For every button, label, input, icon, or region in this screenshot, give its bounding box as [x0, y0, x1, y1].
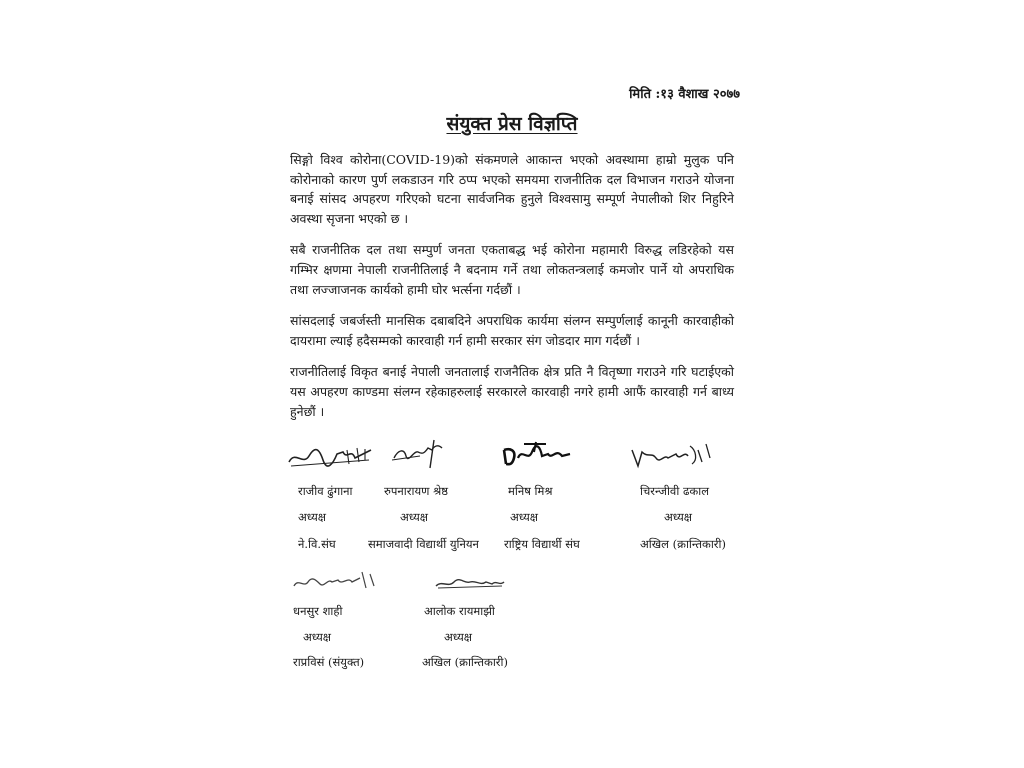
signatory-name: चिरन्जीवी ढकाल	[640, 484, 710, 498]
signatory-role: अध्यक्ष	[664, 510, 693, 524]
signature-3-icon	[500, 438, 572, 470]
signatory-org: अखिल (क्रान्तिकारी)	[640, 537, 726, 551]
signature-5-icon	[290, 568, 380, 594]
signatory-name: राजीव ढुंगाना	[298, 484, 353, 498]
signatory-name: धनसुर शाही	[293, 604, 343, 618]
signatory-name: आलोक रायमाझी	[424, 604, 495, 618]
signatory-org: राष्ट्रिय विद्यार्थी संघ	[504, 537, 580, 551]
document-body	[290, 150, 734, 433]
signatory-org: राप्रविसं (संयुक्त)	[293, 655, 365, 669]
date-line: मिति :१३ वैशाख २०७७	[629, 87, 740, 102]
signatory-role: अध्यक्ष	[400, 510, 429, 524]
signature-2-icon	[390, 436, 450, 470]
signatory-name: रुपनारायण श्रेष्ठ	[384, 484, 449, 498]
signatory-org: अखिल (क्रान्तिकारी)	[422, 655, 508, 669]
signatory-name: मनिष मिश्र	[508, 484, 553, 498]
signatory-org: समाजवादी विद्यार्थी युनियन	[368, 537, 479, 551]
signatory-role: अध्यक्ष	[303, 630, 332, 644]
signatory-role: अध्यक्ष	[444, 630, 473, 644]
paragraph-3: सांसदलाई जबर्जस्ती मानसिक दबाबदिने अपराधिक कार्यमा संलग्न सम्पुर्णलाई कानूनी कारवाहीको दायरामा ल्याई हदैसम्मको कारवाही गर्न हामी सरकार संग जोडदार माग गर्दछौं ।	[290, 313, 734, 348]
signature-6-icon	[432, 574, 508, 594]
signatory-role: अध्यक्ष	[510, 510, 539, 524]
paragraph-4: राजनीतिलाई विकृत बनाई नेपाली जनतालाई राजनैतिक क्षेत्र प्रति नै वितृष्णा गराउने गरि घटाईएको यस अपहरण काण्डमा संलग्न रहेकाहरुलाई सरकारले कारवाही नगरे हामी आफैं कारवाही गर्न बाध्य हुनेछौं ।	[290, 364, 734, 419]
signature-1-icon	[285, 440, 375, 470]
signatory-org: ने.वि.संघ	[298, 537, 336, 551]
signatory-role: अध्यक्ष	[298, 510, 327, 524]
paragraph-1: सिङ्गो विश्व कोरोना(COVID-19)को संकमणले आकान्त भएको अवस्थामा हाम्रो मुलुक पनि कोरोनाको कारण पुर्ण लकडाउन गरि ठप्प भएको समयमा राजनीतिक दल विभाजन गराउने योजना बनाई सांसद अपहरण गरिएको घटना सार्वजनिक हुनुले विश्वसामु सम्पूर्ण नेपालीको शिर निहुरिने अवस्था सृजना भएको छ ।	[290, 152, 734, 226]
document-title: संयुक्त प्रेस विज्ञप्ति	[446, 113, 578, 135]
paragraph-2: सबै राजनीतिक दल तथा सम्पुर्ण जनता एकताबद्ध भई कोरोना महामारी विरुद्ध लडिरहेको यस गम्भिर क्षणमा नेपाली राजनीतिलाई नै बदनाम गर्ने तथा लोकतन्त्रलाई कमजोर पार्ने यो अपराधिक तथा लज्जाजनक कार्यको हामी घोर भर्त्सना गर्दछौं ।	[290, 242, 734, 297]
signature-4-icon	[628, 440, 718, 470]
